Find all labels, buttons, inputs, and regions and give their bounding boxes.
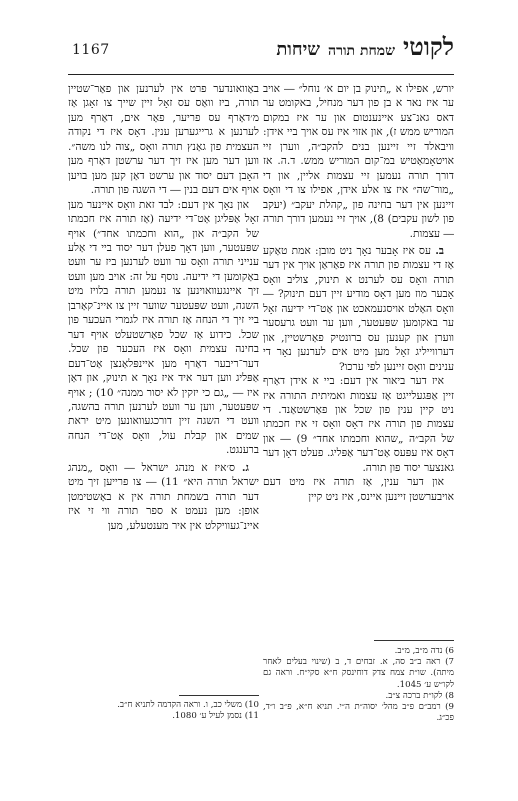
section-paragraph (68, 461, 259, 533)
paragraph: און דער ענין, אַז תורה איז מיט דעם אויבערשטן זיינען איינס, איז ניט קיין (263, 476, 454, 503)
paragraph: באַוואונדער פרט אין לערנען און פאַר־שטיין תורה, ביז וואַס עס זאָל זיין שייך צו זאָגן אַז מ׳דאַרף עס פריער, פאַר אים, דאַרף מען לערנען א גרייגערען ענין. דאָס איז די נקודה העצמית פון גאַנץ תורה וואָס „צוה לנו משה״. ווען דער מען איז זיך דער ערשטן דאַרף מען האָבן דעם יסוד און ערשט דאַן קען מען בויען אויף אים דעם בנין ― די השגה פון תורה. (68, 83, 259, 197)
footnote: 8) לקו״ת ברכה צ״ב. (385, 690, 454, 701)
section-label: ב. (435, 244, 444, 257)
footnote: 7) ראה ב״ב סה, א. זבחים ד, ב (שינוי בעלים לאחר מיתה). שו״ת צמח צדק דוחינסק ח״א סקי״ח. וראה גם לקו״ש ע׳ 1045. (263, 657, 454, 690)
section-label: ג. (241, 461, 249, 474)
footnote-divider (374, 640, 454, 641)
footnote: 6) נדה מ״ב, מ״ב. (394, 646, 454, 656)
running-head-sub: שמחת תורה (328, 43, 395, 59)
section-text: ס׳איז א מנהג ישראל ― וואָס „מנהג ישראל תורה היא״ 11) ― צו פרייען זיך מיט דער תורה בשמחת תורה אין א באַשטימטן אופן: מען נעמט א ספר תורה ווי זי איז איינ־געוויקלט אין איר מענטעלע, מען (68, 461, 259, 532)
section-paragraph (263, 244, 454, 374)
paragraph: און נאָך אין דעם: לבד זאת וואָס איינער מען זאָל אַפּליגן אַט־די ידיעה (אַז תורה איז חכמתו של הקב״ה און „הוא וחכמתו אחד״) אויף שפּעטער, ווען דאָך פעלן דער יסוד ביי די אַלע ענייני תורה וואָס ער וועט לערנען ביז ער וועט באַקומען די ידיעה. נוסף על זה: אויב מען וועט זיך איינגעוואוינען צו נעמען תורה בלויז מיט השגה, וועט שפּעטער שווער זיין צו איינ־קאַרבן ביי זיך די הנחה אַז תורה איז לגמרי העכער פון שכל. כידוע אַז שכל פאַרשטעלט אויף דער בחינה עצמית וואָס איז העכער פון שכל. דער־ריבער דאַרף מען איינפּלאַנצן אַט־דעם אַפּליג ווען דער איד איז נאָך א תינוק, און דאַן איז ― „גם כי יזקין לא יסור ממנה״ 10) ; אויף שפּעטער, ווען ער וועט לערנען תורה בהשגה, וועט די השגה זיין דורכגעוואונען מיט יראת שמים און קבלת עול, וואָס אַט־די הנחה ברענגט. (68, 198, 259, 457)
running-head-main: לקוטי (403, 32, 454, 61)
header-divider (68, 74, 454, 75)
page-header (68, 30, 454, 74)
right-column (263, 82, 454, 504)
footnotes-right (263, 646, 454, 724)
left-column (68, 82, 259, 533)
footnote: 11) נסמן לעיל ע׳ 1080. (172, 711, 259, 722)
running-head-sub2: שיחות (276, 39, 321, 60)
footnotes-left (68, 700, 259, 722)
page-number: 1167 (72, 42, 110, 58)
footnote: 9) רמב״ם פ״ב מהל׳ יסוה״ת ה״י. תניא ח״א, פ״ב ו״ד, פכ״ג. (263, 702, 454, 724)
footnote-divider (179, 695, 259, 696)
footnote: 10) משלי כב, ו. וראה הקדמה לתניא ח״ב. (117, 700, 259, 710)
running-head (276, 32, 454, 62)
paragraph: יורש, אפילו א „תינוק בן יום א׳ נוחל״ ― אויב ער איז נאר א בן פון דער מנחיל, באקומט ער דאס גאנ־צע איינענטום און ער איז במקום המוריש ממש ז), און אזוי איז עס אויך ביי אידן: וויבאלד זיי זיינען בנים להקב״ה, ווערן זיי אויטאָמאַטיש במ־קום המוריש ממש. ד.ה. אז דורך תורה נעמען זיי עצמות אליין, און די „מור־שה״ איז צו אלע אידן, אפילו צו די וואָס זיינען אין דער בחינה פון „קהלת יעקב״ (יעקב פון לשון עקבים) 8), אויך זיי נעמען דורך תורה ― עצמות. (263, 83, 454, 240)
section-text: עס איז אָבער נאָך ניט מובן: אמת טאַקע אַז די עצמות פון תורה איז פאַראַן אויך אין דער תורה וואָס עס לערנט א תינוק, צוליב וואָס אָבער מוז מען דאָס מודיע זיין דעם תינוק? ― וואָס האַלט אויסגעמאכט און אַט־די ידיעה זאָל ער באקומען שפּעטער, ווען ער וועט גרעסער ווערן און קענען עס ברונטיק פאַרשטיין, און דערווייליג זאָל מען מיט אים לערנען נאָר די ענינים וואָס זיינען לפי ערכו? (263, 244, 454, 373)
paragraph: איז דער ביאור אין דעם: ביי א אידן דאַרף זיין אַפּגעלייגט אַז עצמות ואמיתית התורה איז ניט קיין ענין פון שכל און פאַרשטאַנד. די עצמות פון תורה איז דאָס וואָס זי איז חכמתו של הקב״ה „שהוא וחכמתו אחד״ 9) ― און דאָס איז עפּעס אַט־דער אַפּליג. פעלט דאָן דער גאנצער יסוד פון תורה. (263, 375, 454, 474)
